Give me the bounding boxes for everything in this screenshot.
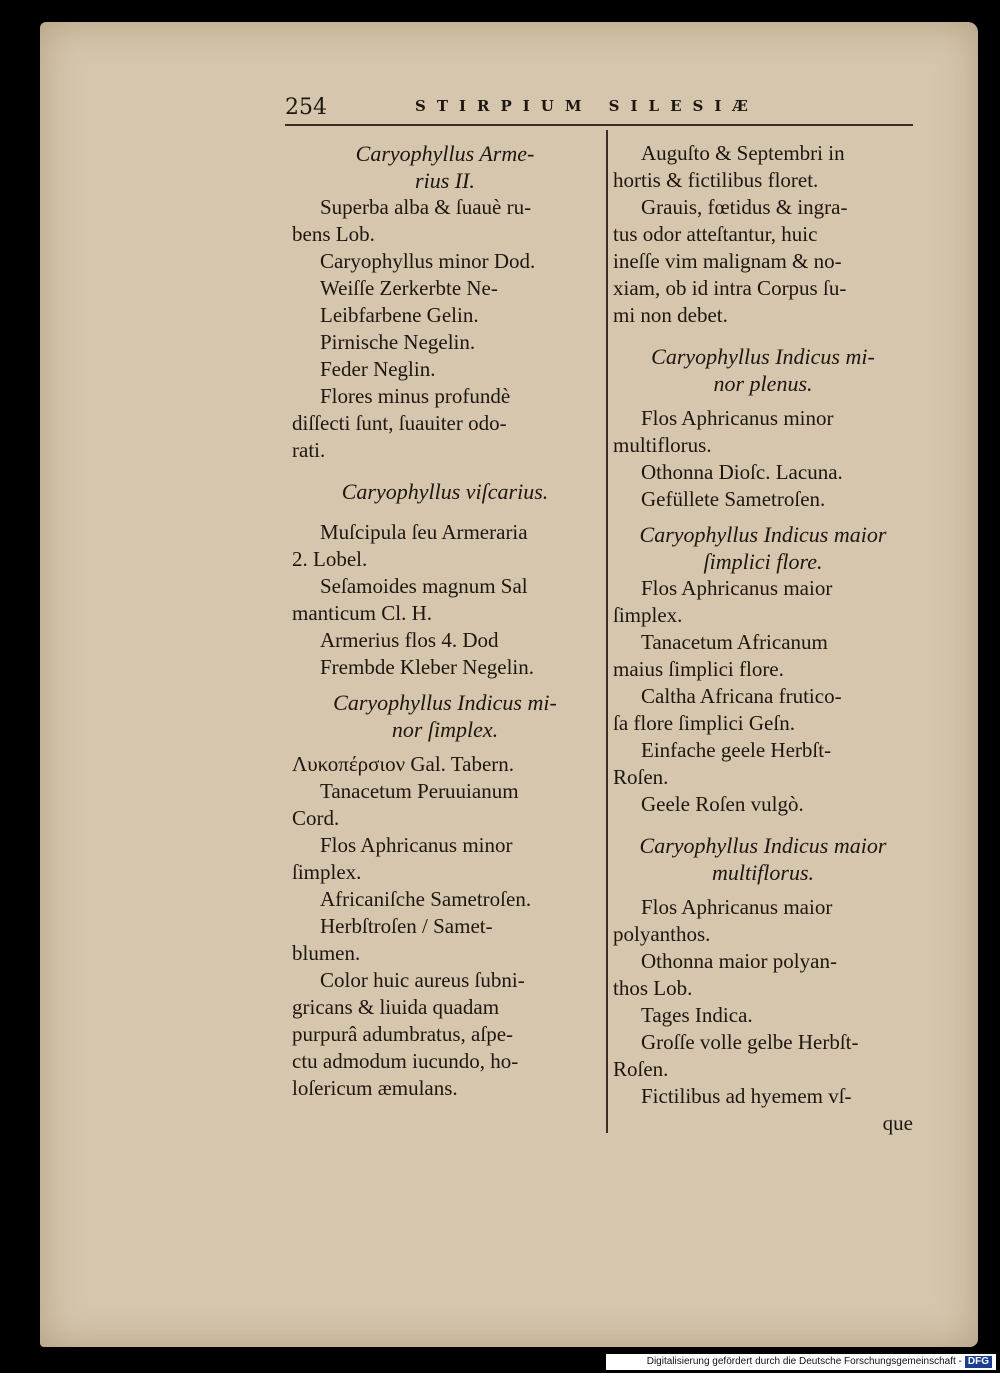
- text-line: Groſſe volle gelbe Herbſt-: [641, 1030, 859, 1054]
- text-line: ctu admodum iucundo, ho-: [292, 1049, 519, 1073]
- text-line: Λυκοπέρσιον Gal. Tabern.: [292, 752, 515, 776]
- text-line: Grauis, fœtidus & ingra-: [641, 195, 848, 219]
- text-line: Tages Indica.: [641, 1003, 753, 1027]
- text-line: Frembde Kleber Negelin.: [320, 655, 535, 679]
- text-line: Muſcipula ſeu Armeraria: [320, 520, 528, 544]
- spacer: [292, 464, 598, 478]
- section-heading: Caryophyllus Indicus maior: [639, 833, 887, 858]
- text-line: Roſen.: [613, 765, 669, 789]
- text-line: mi non debet.: [613, 303, 728, 327]
- text-line: Africaniſche Sametroſen.: [320, 887, 532, 911]
- spacer: [613, 397, 913, 405]
- text-line: Flos Aphricanus minor: [641, 406, 834, 430]
- text-line: Flos Aphricanus maior: [641, 895, 833, 919]
- spacer: [613, 329, 913, 343]
- text-line: Feder Neglin.: [320, 357, 436, 381]
- header-rule: [285, 124, 913, 126]
- text-line: Einfache geele Herbſt-: [641, 738, 832, 762]
- spacer: [613, 513, 913, 521]
- section-heading: rius II.: [415, 168, 475, 193]
- text-line: Flos Aphricanus maior: [641, 576, 833, 600]
- section-heading: Caryophyllus Arme-: [355, 141, 535, 166]
- spacer: [292, 505, 598, 519]
- text-line: Caltha Africana frutico-: [641, 684, 842, 708]
- text-line: purpurâ adumbratus, aſpe-: [292, 1022, 514, 1046]
- text-line: manticum Cl. H.: [292, 601, 432, 625]
- text-line: Roſen.: [613, 1057, 669, 1081]
- text-line: Leibfarbene Gelin.: [320, 303, 479, 327]
- footer-credit: [606, 1354, 996, 1370]
- text-line: ſimplex.: [292, 860, 362, 884]
- text-line: maius ſimplici flore.: [613, 657, 784, 681]
- text-line: Gefüllete Sametroſen.: [641, 487, 826, 511]
- text-line: Armerius flos 4. Dod: [320, 628, 499, 652]
- text-line: multiflorus.: [613, 433, 712, 457]
- text-line: hortis & fictilibus floret.: [613, 168, 819, 192]
- text-line: Othonna maior polyan-: [641, 949, 837, 973]
- section-heading: nor plenus.: [713, 371, 813, 396]
- text-line: Flos Aphricanus minor: [320, 833, 513, 857]
- dfg-logo: DFG: [965, 1356, 992, 1368]
- spacer: [292, 743, 598, 751]
- text-line: Cord.: [292, 806, 340, 830]
- text-line: thos Lob.: [613, 976, 693, 1000]
- column-divider: [606, 130, 608, 1133]
- text-line: diſſecti ſunt, ſuauiter odo-: [292, 411, 507, 435]
- text-line: xiam, ob id intra Corpus ſu-: [613, 276, 847, 300]
- left-column: [292, 140, 598, 1102]
- text-line: Weiſſe Zerkerbte Ne-: [320, 276, 498, 300]
- text-line: loſericum æmulans.: [292, 1076, 458, 1100]
- text-line: Flores minus profundè: [320, 384, 511, 408]
- text-line: Herbſtroſen / Samet-: [320, 914, 493, 938]
- text-line: Pirnische Negelin.: [320, 330, 476, 354]
- text-line: Geele Roſen vulgò.: [641, 792, 804, 816]
- text-line: Othonna Dioſc. Lacuna.: [641, 460, 843, 484]
- text-line: polyanthos.: [613, 922, 711, 946]
- spacer: [613, 886, 913, 894]
- spacer: [613, 818, 913, 832]
- section-heading: Caryophyllus Indicus mi-: [333, 690, 557, 715]
- text-line: gricans & liuida quadam: [292, 995, 500, 1019]
- text-line: Color huic aureus ſubni-: [320, 968, 525, 992]
- text-line: Tanacetum Africanum: [641, 630, 828, 654]
- text-line: Caryophyllus minor Dod.: [320, 249, 536, 273]
- section-heading: nor ſimplex.: [391, 717, 499, 742]
- running-title: STIRPIUM SILESIÆ: [415, 97, 759, 115]
- text-line: ſa flore ſimplici Geſn.: [613, 711, 795, 735]
- section-heading: multiflorus.: [711, 860, 815, 885]
- text-line: 2. Lobel.: [292, 547, 368, 571]
- page-number: 254: [285, 95, 327, 120]
- footer-text: Digitalisierung gefördert durch die Deutsche Forschungsgemeinschaft -: [646, 1356, 962, 1367]
- section-heading: ſimplici flore.: [703, 549, 823, 574]
- text-line: Tanacetum Peruuianum: [320, 779, 519, 803]
- section-heading: Caryophyllus viſcarius.: [341, 479, 549, 504]
- text-line: Seſamoides magnum Sal: [320, 574, 528, 598]
- text-line: bens Lob.: [292, 222, 375, 246]
- right-column: [613, 140, 913, 1137]
- text-line: Fictilibus ad hyemem vſ-: [641, 1084, 852, 1108]
- text-line: tus odor atteſtantur, huic: [613, 222, 818, 246]
- text-line: que: [882, 1111, 913, 1135]
- text-line: ſimplex.: [613, 603, 683, 627]
- text-line: Auguſto & Septembri in: [641, 141, 845, 165]
- text-line: blumen.: [292, 941, 361, 965]
- text-line: Superba alba & ſuauè ru-: [320, 195, 532, 219]
- page-header: [285, 95, 905, 125]
- section-heading: Caryophyllus Indicus maior: [639, 522, 887, 547]
- text-line: ineſſe vim malignam & no-: [613, 249, 842, 273]
- text-line: rati.: [292, 438, 326, 462]
- section-heading: Caryophyllus Indicus mi-: [651, 344, 875, 369]
- spacer: [292, 681, 598, 689]
